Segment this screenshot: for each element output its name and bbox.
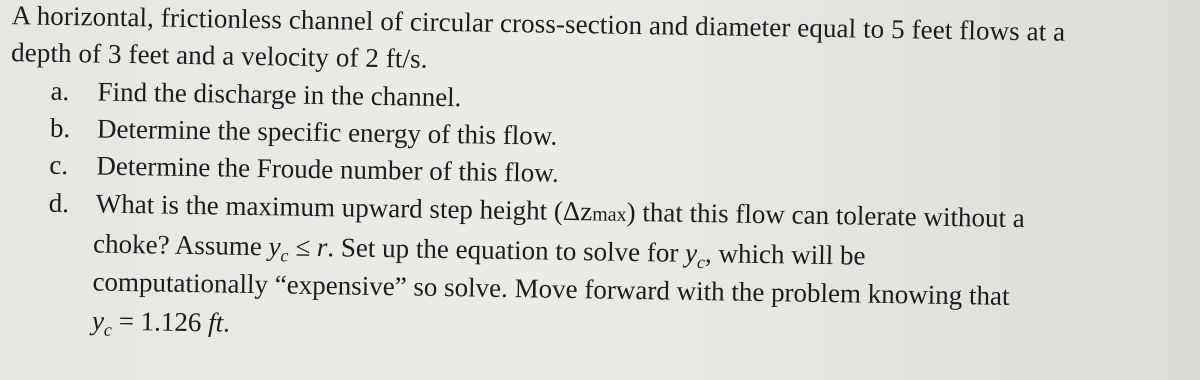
item-marker: a. [50,75,70,107]
delta-z-subscript: max [592,203,627,226]
yc-inequality: ≤ r [288,231,328,263]
yc-symbol: y [268,231,281,262]
yc-subscript: c [696,251,706,273]
item-marker: c. [49,149,69,181]
yc-unit: ft [207,307,224,338]
item-text: Find the discharge in the channel. [97,76,462,113]
item-d-line-3: computationally “expensive” so solve. Move forward with the problem knowing that [92,266,1010,311]
item-d-which: , which will be [704,238,866,271]
item-text: Determine the Froude number of this flow. [96,150,559,188]
item-marker: d. [48,187,70,219]
item-d-text-rest: ) that this flow can tolerate without a [626,196,1026,234]
yc-subscript: c [103,319,112,340]
yc-period: . [222,307,231,338]
item-text: Determine the specific energy of this flow. [96,113,558,151]
item-d-line-4 [92,302,231,343]
item-marker: b. [49,112,71,144]
yc-symbol: y [91,305,105,336]
intro-line-1: A horizontal, frictionless channel of circular cross-section and diameter equal to 5 feet flows at a [11,0,1066,47]
yc-symbol: y [684,237,698,268]
intro-line-2: depth of 3 feet and a velocity of 2 ft/s. [10,37,428,74]
yc-subscript: c [280,245,289,266]
item-d-setup: . Set up the equation to solve for [327,232,686,268]
item-d-text-start: What is the maximum upward step height (Δz [95,188,593,227]
yc-value: = 1.126 [111,305,209,338]
item-d-assume: choke? Assume [92,228,269,262]
